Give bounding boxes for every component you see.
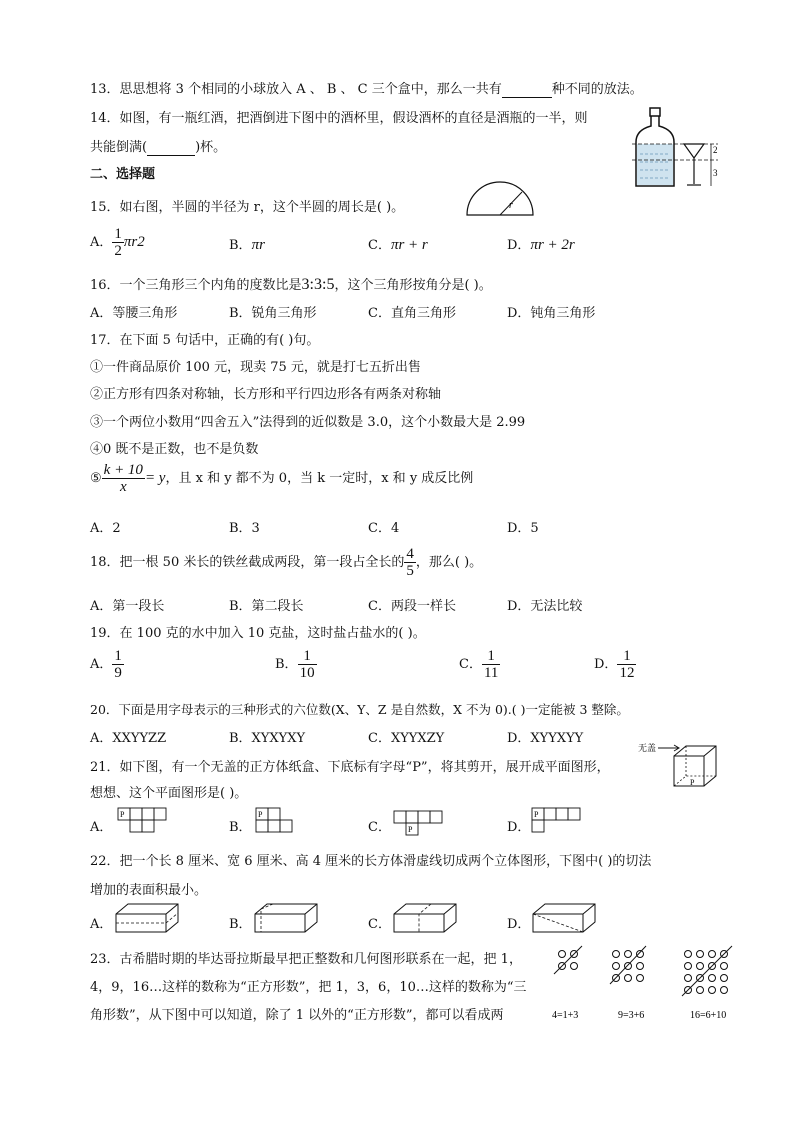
q20-option-b[interactable]: B．XYXYXY [229,731,306,746]
q17-item-1: ①一件商品原价 100 元，现卖 75 元，就是打七五折出售 [90,360,421,375]
q19-a-num: 1 [114,648,122,664]
q21-net-b [255,807,301,835]
q13-line [90,78,643,98]
wine-bottle-and-glass-figure [632,104,722,190]
q21-net-d [531,807,587,835]
q21-option-c[interactable]: C． [368,820,391,835]
q15-option-b[interactable] [229,234,265,254]
q18-option-a[interactable]: A．第一段长 [90,599,165,614]
q18-frac [404,546,416,579]
q23-line-1: 23．古希腊时期的毕达哥拉斯最早把正整数和几何图形联系在一起，把 1， [90,952,522,967]
q19-option-c[interactable] [459,648,500,681]
q15-a-frac [112,226,124,259]
q23-caption-3: 16=6+10 [690,1010,727,1021]
q19-a-frac [112,648,124,681]
q14-dim-2: 2 [713,145,718,155]
q23-caption-2: 9=3+6 [618,1010,645,1021]
q15-d-value: πr + 2r [530,237,575,253]
q20-option-a[interactable]: A．XXYYZZ [90,731,167,746]
q19-c-den: 11 [483,665,499,681]
q18-option-c[interactable]: C．两段一样长 [368,599,456,614]
q15-a-num: 1 [114,226,122,242]
q17-5-den: x [119,479,127,495]
q17-option-b[interactable]: B．3 [229,521,260,536]
q16-option-b[interactable]: B．锐角三角形 [229,306,317,321]
q22-option-b[interactable]: B． [229,917,252,932]
q21-net-a [117,807,173,835]
q19-d-label: D． [594,657,618,672]
q17-5-marker: ⑤ [90,471,102,486]
q15-line: 15．如右图，半圆的半径为 r，这个半圆的周长是( )。 [90,200,405,215]
q22-option-d[interactable]: D． [507,917,531,932]
q14-line-2 [90,136,226,156]
q19-option-d[interactable] [594,648,636,681]
q16-option-d[interactable]: D．钝角三角形 [507,306,596,321]
q21-net-c [393,810,449,836]
q19-option-a[interactable] [90,648,124,681]
q22-option-c[interactable]: C． [368,917,391,932]
q20-option-d[interactable]: D．XYYXYY [507,731,584,746]
q19-c-frac [482,648,500,681]
q19-b-frac [298,648,317,681]
q17-item-5 [90,462,473,495]
q23-line-2: 4，9，16…这样的数称为“正方形数”，把 1，3，6，10…这样的数称为“三 [90,980,527,995]
q15-a-label: A． [90,235,113,250]
q16-option-a[interactable]: A．等腰三角形 [90,306,178,321]
q21-net-c-p: P [408,825,413,834]
q19-b-num: 1 [298,648,317,665]
q19-a-den: 9 [114,665,122,681]
q17-line: 17．在下面 5 句话中，正确的有( )句。 [90,333,320,348]
q16-post: ，这个三角形按角分是( )。 [334,278,492,293]
q17-5-post: ，且 x 和 y 都不为 0，当 k 一定时，x 和 y 成反比例 [165,471,474,486]
q15-c-label: C． [368,238,391,253]
q19-c-label: C． [459,657,482,672]
q22-cuboid-c [392,900,460,936]
q22-line-1: 22．把一个长 8 厘米、宽 6 厘米、高 4 厘米的长方体滑虚线切成两个立体图形，下图中( )的切法 [90,854,652,869]
q19-c-num: 1 [482,648,500,665]
q17-option-a[interactable]: A．2 [90,521,121,536]
q18-den: 5 [406,563,414,579]
q14-blank[interactable] [147,140,195,156]
q19-b-label: B． [275,657,298,672]
q21-fig-label: 无盖 [638,744,657,754]
q13-text: 13．思思想将 3 个相同的小球放入 A 、 B 、 C 三个盒中，那么一共有 [90,82,502,97]
q18-num: 4 [406,546,414,562]
q21-option-d[interactable]: D． [507,820,531,835]
q17-5-eq: = y [144,470,166,486]
square-number-dots-figure [548,944,748,1024]
q15-a-tail: πr2 [123,234,145,250]
q13-blank[interactable] [502,82,552,98]
q23-caption-1: 4=1+3 [552,1010,579,1021]
q21-p-letter: P [690,778,695,787]
q17-option-c[interactable]: C．4 [368,521,400,536]
q14-post: )杯。 [195,140,227,155]
q19-d-num: 1 [617,648,636,665]
q15-option-a[interactable] [90,226,145,259]
q21-net-b-p: P [258,810,263,819]
q15-c-value: πr + r [390,237,428,253]
semicircle-figure [465,178,535,218]
q21-option-b[interactable]: B． [229,820,252,835]
q14-line-1: 14．如图，有一瓶红酒，把酒倒进下图中的酒杯里，假设酒杯的直径是酒瓶的一半，则 [90,111,588,126]
q14-dim-3: 3 [713,168,718,178]
q21-net-a-p: P [120,810,125,819]
q22-option-a[interactable]: A． [90,917,113,932]
q19-d-frac [617,648,636,681]
q20-option-c[interactable]: C．XYYXZY [368,731,445,746]
q22-cuboid-d [531,900,599,936]
q15-option-c[interactable] [368,234,428,254]
q16-pre: 16．一个三角形三个内角的度数比是 [90,278,302,293]
q21-line-2: 想想、这个平面图形是( )。 [90,786,248,801]
q17-item-2: ②正方形有四条对称轴，长方形和平行四边形各有两条对称轴 [90,387,442,402]
q21-line-1: 21．如下图，有一个无盖的正方体纸盒、下底标有字母“P”，将其剪开，展开成平面图形， [90,760,610,775]
q17-5-num: k + 10 [103,462,143,478]
q18-line [90,546,482,579]
q13-tail: 种不同的放法。 [551,82,643,97]
section-title-choice: 二、选择题 [90,167,156,182]
q16-ratio: 3:3:5 [301,276,335,293]
q15-b-label: B． [229,238,252,253]
q18-option-d[interactable]: D．无法比较 [507,599,583,614]
q17-item-4: ④0 既不是正数，也不是负数 [90,442,259,457]
q21-option-a[interactable]: A． [90,820,113,835]
q15-b-value: πr [251,237,265,253]
q19-a-label: A． [90,657,113,672]
q15-a-den: 2 [114,243,122,259]
q16-line [90,274,492,294]
q17-item-3: ③一个两位小数用“四舍五入”法得到的近似数是 3.0，这个小数最大是 2.99 [90,415,526,430]
q22-cuboid-a [114,900,182,936]
q19-line: 19．在 100 克的水中加入 10 克盐，这时盐占盐水的( )。 [90,626,426,641]
q18-post: ，那么( )。 [415,555,483,570]
q21-net-d-p: P [534,810,539,819]
q17-5-frac [102,462,145,495]
open-cube-figure [638,742,723,792]
q22-line-2: 增加的表面积最小。 [90,883,208,898]
q19-b-den: 10 [299,665,315,681]
q23-line-3: 角形数”，从下图中可以知道，除了 1 以外的“正方形数”，都可以看成两 [90,1008,504,1023]
q17-option-d[interactable]: D．5 [507,521,539,536]
q20-line: 20．下面是用字母表示的三种形式的六位数(X、Y、Z 是自然数，X 不为 0).( )一定能被 3 整除。 [90,702,629,717]
q15-option-d[interactable] [507,234,575,254]
q22-cuboid-b [253,900,321,936]
q15-fig-label: r [509,200,513,211]
q14-pre: 共能倒满( [90,140,148,155]
q19-d-den: 12 [619,665,635,681]
q16-option-c[interactable]: C．直角三角形 [368,306,456,321]
q18-pre: 18．把一根 50 米长的铁丝截成两段，第一段占全长的 [90,555,405,570]
q19-option-b[interactable] [275,648,317,681]
q18-option-b[interactable]: B．第二段长 [229,599,304,614]
q15-d-label: D． [507,238,531,253]
